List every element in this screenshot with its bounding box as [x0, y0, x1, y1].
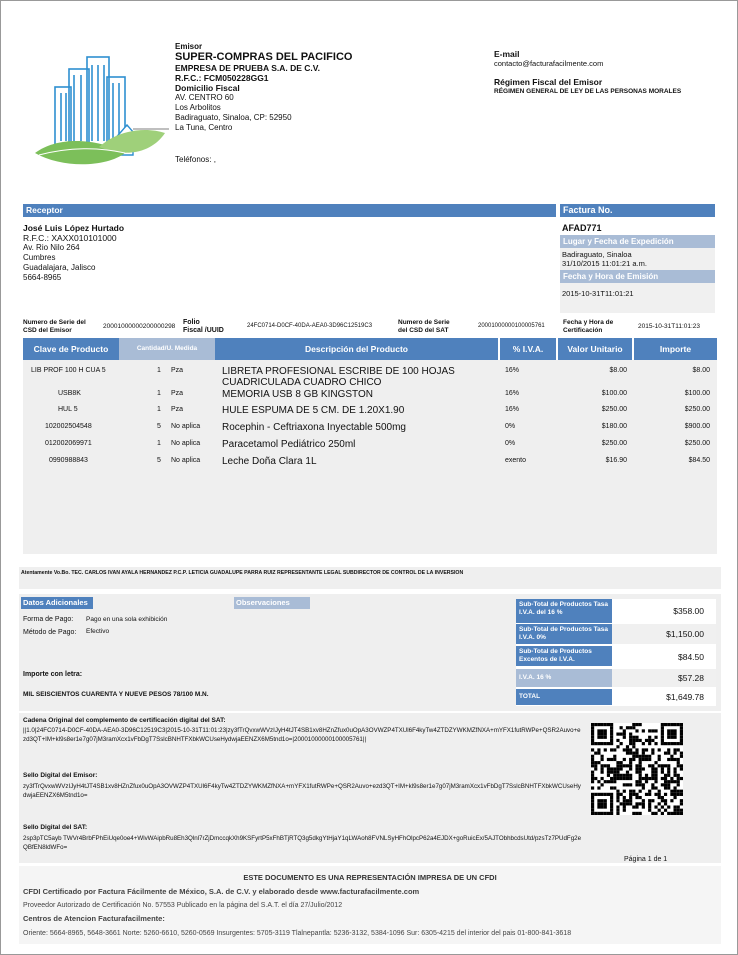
fecha-cert-value: 2015-10-31T11:01:23 [638, 323, 701, 330]
th-cantidad: Cantidad/U. Medida [119, 338, 215, 360]
observaciones-header: Observaciones [234, 597, 310, 609]
cadena-label: Cadena Original del complemento de certificación digital del SAT: [23, 717, 226, 724]
total-row: Sub-Total de Productos Excentos de I.V.A. $84.50 [516, 646, 716, 666]
folio-value: 24FC0714-D0CF-40DA-AEA0-3D96C12519C3 [247, 323, 373, 329]
qr-code-icon [591, 723, 683, 815]
emisor-name: SUPER-COMPRAS DEL PACIFICO [175, 51, 353, 63]
total-row: TOTAL $1,649.78 [516, 689, 716, 705]
emisor-address-3: Badiraguato, Sinaloa, CP: 52950 [175, 113, 292, 122]
importe-letra-value: MIL SEISCIENTOS CUARENTA Y NUEVE PESOS 78/100 M.N. [23, 691, 209, 698]
emision-label: Fecha y Hora de Emisión [560, 270, 715, 283]
table-row: USB8K 1 Pza MEMORIA USB 8 GB KINGSTON 16% $100.00 $100.00 [58, 389, 710, 400]
serie-emisor-value: 20001000000200000298 [103, 323, 176, 330]
domicilio-label: Domicilio Fiscal [175, 83, 240, 93]
footer-line-5: Oriente: 5664-8965, 5648-3661 Norte: 5260-6610, 5260-0569 Insurgentes: 5705-3119 Tlalnepantla: 5236-3132, 5384-1096 Sur: 6305-4215 del interior del pais 01-800-841-3618 [23, 930, 572, 937]
datos-adicionales-header: Datos Adicionales [21, 597, 93, 609]
receptor-address-1: Av. Rio Nilo 264 [23, 243, 80, 252]
emisor-rfc: R.F.C.: FCM050228GG1 [175, 73, 269, 83]
atentamente-block [19, 567, 721, 589]
lugar-value-1: Badiraguato, Sinaloa [562, 250, 632, 259]
cadena-value: ||1.0|24FC0714-D0CF-40DA-AEA0-3D96C12519C3|2015-10-31T11:01:23|zy3fTrQvxwWVzIJyH4tJT4SB1xv8HZnZfux0uOpA3OVWZP4TXUl6F4kyTw4ZTDZYWKMZfNXA+mYFX1futRWPe+QSR2Auvo+ezd3QT+IM+kl9s8er1e7g07jM3ramXcx1vFbDgT7SslcBNHTFXbkWCUseHydwjaEENZX6M5tnd1o=|20001000000100005761|| [23, 727, 581, 743]
factura-number: AFAD771 [562, 223, 602, 233]
serie-emisor-label: Numero de Serie del CSD del Emisor [23, 319, 86, 334]
email-label: E-mail [494, 49, 520, 59]
footer-line-4: Centros de Atencion Facturafacilmente: [23, 914, 165, 923]
lugar-label: Lugar y Fecha de Expedición [560, 235, 715, 248]
products-table [23, 338, 717, 554]
receptor-address-2: Cumbres [23, 253, 56, 262]
fecha-cert-label: Fecha y Hora de Certificación [563, 319, 614, 334]
th-clave: Clave de Producto [33, 344, 109, 354]
emisor-address-1: AV. CENTRO 60 [175, 93, 234, 102]
metodo-pago-label: Método de Pago: [23, 629, 77, 636]
sello-emisor-value: zy3fTrQvxwWVzIJyH4tJT4SB1xv8HZnZfux0uOpA3OVWZP4TXUl6F4kyTw4ZTDZYWKMZfNXA+mYFX1futRWPe+QSR2Auvo+ezd3QT+IM+kl9s8er1e7g07jM3ramXcx1vFbDgT7SslcBNHTFXbkWCUseHydwjaEENZX6M5tnd1o= [23, 783, 581, 799]
receptor-block [23, 223, 423, 283]
footer-line-2: CFDI Certificado por Factura Fácilmente de México, S.A. de C.V. y elaborado desde www.facturafacilmente.com [23, 887, 420, 896]
th-importe: Importe [659, 344, 692, 354]
folio-label: Folio Fiscal /UUID [183, 319, 224, 334]
th-descripcion: Descripción del Producto [305, 344, 408, 354]
forma-pago-value: Pago en una sola exhibición [86, 616, 168, 623]
table-row: HUL 5 1 Pza HULE ESPUMA DE 5 CM. DE 1.20X1.90 16% $250.00 $250.00 [58, 405, 710, 416]
email-value[interactable]: contacto@facturafacilmente.com [494, 59, 604, 68]
receptor-address-3: Guadalajara, Jalisco [23, 263, 96, 272]
emisor-company: EMPRESA DE PRUEBA S.A. DE C.V. [175, 63, 321, 73]
lugar-value-2: 31/10/2015 11:01:21 a.m. [562, 259, 647, 268]
emisor-contact-block [494, 49, 724, 97]
pagina-label: Página 1 de 1 [624, 856, 668, 863]
sello-emisor-label: Sello Digital del Emisor: [23, 772, 98, 779]
footer-line-1: ESTE DOCUMENTO ES UNA REPRESENTACIÓN IMPRESA DE UN CFDI [243, 873, 497, 882]
emisor-address-2: Los Arbolitos [175, 103, 221, 112]
footer-line-3: Proveedor Autorizado de Certificación No. 57553 Publicado en la página del S.A.T. el día 27/Julio/2012 [23, 902, 343, 909]
total-row: Sub-Total de Productos Tasa I.V.A. del 16 % $358.00 [516, 599, 716, 623]
serie-sat-label: Numero de Serie del CSD del SAT [398, 319, 450, 334]
forma-pago-label: Forma de Pago: [23, 616, 74, 623]
atentamente-text: Atentamente Vo.Bo. TEC. CARLOS IVAN AYALA HERNANDEZ P.C.P. LETICIA GUADALUPE PARRA RUIZ REPRESENTANTE LEGAL SUBDIRECTOR DE CONTROL DE LA INVERSION [21, 570, 464, 576]
emisor-label: Emisor [175, 42, 203, 51]
receptor-phone: 5664-8965 [23, 273, 62, 282]
total-row: I.V.A. 16 % $57.28 [516, 669, 716, 687]
regimen-value: RÉGIMEN GENERAL DE LEY DE LAS PERSONAS MORALES [494, 88, 682, 95]
receptor-rfc: R.F.C.: XAXX010101000 [23, 233, 117, 243]
factura-header: Factura No. [560, 204, 715, 217]
importe-letra-label: Importe con letra: [23, 671, 83, 678]
sello-sat-label: Sello Digital del SAT: [23, 824, 88, 831]
serie-sat-value: 20001000000100005761 [478, 323, 545, 329]
table-row: 012002069971 1 No aplica Paracetamol Pediátrico 250ml 0% $250.00 $250.00 [45, 439, 710, 450]
sello-sat-value: 2sp3pTC5ayb TWVr4BrbFPhEiUqe0oe4+WlvWAipbRu8Eh3Qlnl7rZjDmccqkXh9KSFyrtP5xFhBTjRTQ3g5dkgYtHjaY1qLWAoh8FVNLSyHFhOlpcP62a4EJDX+goRuicEx/5AJTObhbcdsUtd/pzsTz7PUdFg2eQBfEN8ldWFo= [23, 835, 582, 851]
receptor-name: José Luis López Hurtado [23, 223, 125, 233]
th-iva: % I.V.A. [512, 344, 544, 354]
factura-details [560, 235, 715, 313]
regimen-label: Régimen Fiscal del Emisor [494, 77, 603, 87]
table-row: LIB PROF 100 H CUA 5 1 Pza LIBRETA PROFESIONAL ESCRIBE DE 100 HOJAS CUADRICULADA CUADRO CHICO 16% $8.00 $8.00 [31, 366, 710, 388]
total-row: Sub-Total de Productos Tasa I.V.A. 0% $1,150.00 [516, 624, 716, 644]
table-row: 102002504548 5 No aplica Rocephin - Ceftriaxona Inyectable 500mg 0% $180.00 $900.00 [45, 422, 710, 433]
totals-block [516, 599, 716, 706]
table-row: 0990988843 5 No aplica Leche Doña Clara 1L exento $16.90 $84.50 [49, 456, 710, 467]
emisor-block [175, 42, 475, 133]
company-logo-icon [29, 43, 169, 171]
receptor-header: Receptor [23, 204, 556, 217]
th-valor-unitario: Valor Unitario [567, 344, 623, 354]
emisor-telefonos: Teléfonos: , [175, 155, 216, 164]
emisor-address-4: La Tuna, Centro [175, 123, 233, 132]
products-header [23, 338, 717, 360]
emision-value: 2015-10-31T11:01:21 [562, 289, 634, 298]
metodo-pago-value: Efectivo [86, 628, 110, 635]
